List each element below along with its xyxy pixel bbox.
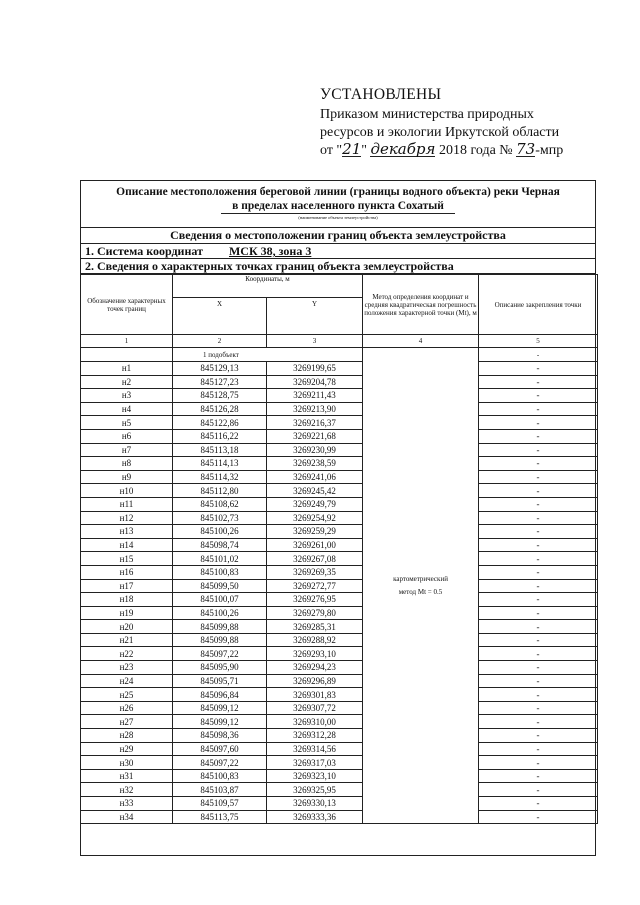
table-row	[81, 593, 598, 607]
x-coord-cell: 845100,26	[173, 525, 267, 539]
point-id-cell: н17	[81, 579, 173, 593]
col-number: 4	[363, 335, 479, 348]
y-coord-cell: 3269261,00	[267, 538, 363, 552]
x-coord-cell: 845100,26	[173, 606, 267, 620]
table-row	[81, 552, 598, 566]
col-method-header: Метод определения координат и средняя квадратическая погрешность положения характерной точки (Mt), м	[363, 275, 479, 335]
y-coord-cell: 3269245,42	[267, 484, 363, 498]
point-id-cell: н31	[81, 769, 173, 783]
approval-block	[320, 86, 620, 160]
date-prefix: от "	[320, 143, 343, 158]
x-coord-cell: 845098,36	[173, 729, 267, 743]
desc-cell: -	[479, 661, 598, 675]
point-id-cell: н32	[81, 783, 173, 797]
description-line-2: в пределах населенного пункта Сохатый	[232, 200, 444, 212]
desc-cell: -	[479, 688, 598, 702]
point-id-cell: н12	[81, 511, 173, 525]
table-row	[81, 661, 598, 675]
table-row	[81, 701, 598, 715]
table-row	[81, 525, 598, 539]
column-numbers-row	[81, 335, 598, 348]
y-coord-cell: 3269241,06	[267, 470, 363, 484]
point-id-cell: н26	[81, 701, 173, 715]
point-id-cell: н24	[81, 674, 173, 688]
point-id-cell: н7	[81, 443, 173, 457]
table-row	[81, 389, 598, 403]
table-row	[81, 375, 598, 389]
x-coord-cell: 845122,86	[173, 416, 267, 430]
table-row	[81, 647, 598, 661]
coord-system-value: МСК 38, зона 3	[228, 244, 312, 258]
y-coord-cell: 3269249,79	[267, 497, 363, 511]
x-coord-cell: 845114,13	[173, 457, 267, 471]
desc-cell: -	[479, 484, 598, 498]
table-row	[81, 797, 598, 811]
x-coord-cell: 845098,74	[173, 538, 267, 552]
x-coord-cell: 845109,57	[173, 797, 267, 811]
desc-cell: -	[479, 579, 598, 593]
handwritten-number: 73	[516, 140, 536, 158]
subobject-label: 1 подобъект	[173, 348, 363, 362]
point-id-cell: н9	[81, 470, 173, 484]
desc-cell: -	[479, 362, 598, 376]
handwritten-month: декабря	[370, 140, 436, 158]
header-row-1	[81, 275, 598, 298]
point-id-cell: н3	[81, 389, 173, 403]
table-row	[81, 443, 598, 457]
col-point-header: Обозначение характерных точек границ	[81, 275, 173, 335]
date-year: 2018 года №	[438, 143, 513, 158]
x-coord-cell: 845100,07	[173, 593, 267, 607]
method-line-1: картометрический	[393, 574, 448, 583]
y-coord-cell: 3269230,99	[267, 443, 363, 457]
desc-cell: -	[479, 810, 598, 824]
desc-cell: -	[479, 783, 598, 797]
desc-cell: -	[479, 375, 598, 389]
desc-cell: -	[479, 593, 598, 607]
desc-cell: -	[479, 729, 598, 743]
y-coord-cell: 3269204,78	[267, 375, 363, 389]
desc-cell: -	[479, 538, 598, 552]
table-row	[81, 715, 598, 729]
y-coord-cell: 3269221,68	[267, 429, 363, 443]
object-description	[81, 181, 595, 213]
desc-cell: -	[479, 565, 598, 579]
y-coord-cell: 3269267,08	[267, 552, 363, 566]
x-coord-cell: 845103,87	[173, 783, 267, 797]
table-row	[81, 633, 598, 647]
point-id-cell: н4	[81, 402, 173, 416]
point-id-cell: н8	[81, 457, 173, 471]
col-y-header: Y	[267, 298, 363, 335]
y-coord-cell: 3269296,89	[267, 674, 363, 688]
point-id-cell: н30	[81, 756, 173, 770]
y-coord-cell: 3269216,37	[267, 416, 363, 430]
handwritten-day: 21	[342, 140, 362, 158]
table-row	[81, 429, 598, 443]
y-coord-cell: 3269294,23	[267, 661, 363, 675]
y-coord-cell: 3269310,00	[267, 715, 363, 729]
x-coord-cell: 845102,73	[173, 511, 267, 525]
point-id-cell: н2	[81, 375, 173, 389]
table-row	[81, 688, 598, 702]
y-coord-cell: 3269323,10	[267, 769, 363, 783]
point-id-cell: н22	[81, 647, 173, 661]
table-row	[81, 402, 598, 416]
point-id-cell: н11	[81, 497, 173, 511]
x-coord-cell: 845096,84	[173, 688, 267, 702]
approval-title: УСТАНОВЛЕНЫ	[320, 86, 442, 103]
desc-cell: -	[479, 715, 598, 729]
y-coord-cell: 3269276,95	[267, 593, 363, 607]
date-quote: "	[361, 143, 367, 158]
desc-cell: -	[479, 797, 598, 811]
y-coord-cell: 3269199,65	[267, 362, 363, 376]
table-row	[81, 606, 598, 620]
y-coord-cell: 3269269,35	[267, 565, 363, 579]
points-table	[80, 274, 598, 824]
desc-cell: -	[479, 647, 598, 661]
table-row	[81, 769, 598, 783]
section-title: Сведения о местоположении границ объекта землеустройства	[81, 227, 595, 244]
y-coord-cell: 3269254,92	[267, 511, 363, 525]
y-coord-cell: 3269211,43	[267, 389, 363, 403]
desc-cell: -	[479, 402, 598, 416]
subobject-row	[81, 348, 598, 362]
point-id-cell: н18	[81, 593, 173, 607]
table-row	[81, 756, 598, 770]
table-row	[81, 565, 598, 579]
y-coord-cell: 3269312,28	[267, 729, 363, 743]
table-row	[81, 362, 598, 376]
table-row	[81, 470, 598, 484]
col-coords-header: Координаты, м	[173, 275, 363, 298]
y-coord-cell: 3269307,72	[267, 701, 363, 715]
point-id-cell: н15	[81, 552, 173, 566]
document-frame	[80, 180, 596, 856]
x-coord-cell: 845097,22	[173, 756, 267, 770]
x-coord-cell: 845113,75	[173, 810, 267, 824]
table-row	[81, 810, 598, 824]
col-number: 1	[81, 335, 173, 348]
approval-line-1: Приказом министерства природных	[320, 107, 534, 122]
desc-cell: -	[479, 606, 598, 620]
y-coord-cell: 3269333,36	[267, 810, 363, 824]
point-id-cell: н21	[81, 633, 173, 647]
point-id-cell: н33	[81, 797, 173, 811]
x-coord-cell: 845100,83	[173, 565, 267, 579]
subobject-empty-cell	[81, 348, 173, 362]
desc-cell: -	[479, 620, 598, 634]
x-coord-cell: 845129,13	[173, 362, 267, 376]
point-id-cell: н1	[81, 362, 173, 376]
col-number: 2	[173, 335, 267, 348]
point-id-cell: н20	[81, 620, 173, 634]
desc-cell: -	[479, 756, 598, 770]
x-coord-cell: 845099,88	[173, 620, 267, 634]
y-coord-cell: 3269314,56	[267, 742, 363, 756]
y-coord-cell: 3269330,13	[267, 797, 363, 811]
y-coord-cell: 3269238,59	[267, 457, 363, 471]
x-coord-cell: 845127,23	[173, 375, 267, 389]
point-id-cell: н27	[81, 715, 173, 729]
desc-cell: -	[479, 525, 598, 539]
point-id-cell: н16	[81, 565, 173, 579]
y-coord-cell: 3269272,77	[267, 579, 363, 593]
point-id-cell: н6	[81, 429, 173, 443]
y-coord-cell: 3269301,83	[267, 688, 363, 702]
table-row	[81, 783, 598, 797]
points-title: 2. Сведения о характерных точках границ объекта землеустройства	[81, 259, 595, 274]
x-coord-cell: 845099,88	[173, 633, 267, 647]
point-id-cell: н14	[81, 538, 173, 552]
desc-cell: -	[479, 416, 598, 430]
x-coord-cell: 845108,62	[173, 497, 267, 511]
x-coord-cell: 845100,83	[173, 769, 267, 783]
x-coord-cell: 845113,18	[173, 443, 267, 457]
table-row	[81, 674, 598, 688]
table-row	[81, 742, 598, 756]
x-coord-cell: 845126,28	[173, 402, 267, 416]
point-id-cell: н25	[81, 688, 173, 702]
x-coord-cell: 845114,32	[173, 470, 267, 484]
point-id-cell: н10	[81, 484, 173, 498]
point-id-cell: н34	[81, 810, 173, 824]
desc-cell: -	[479, 470, 598, 484]
desc-cell: -	[479, 552, 598, 566]
x-coord-cell: 845097,60	[173, 742, 267, 756]
point-id-cell: н23	[81, 661, 173, 675]
table-row	[81, 497, 598, 511]
point-id-cell: н13	[81, 525, 173, 539]
desc-cell: -	[479, 674, 598, 688]
y-coord-cell: 3269293,10	[267, 647, 363, 661]
col-number: 5	[479, 335, 598, 348]
x-coord-cell: 845099,50	[173, 579, 267, 593]
approval-line-2: ресурсов и экологии Иркутской области	[320, 125, 560, 140]
x-coord-cell: 845116,22	[173, 429, 267, 443]
point-id-cell: н19	[81, 606, 173, 620]
y-coord-cell: 3269317,03	[267, 756, 363, 770]
y-coord-cell: 3269285,31	[267, 620, 363, 634]
col-x-header: X	[173, 298, 267, 335]
y-coord-cell: 3269259,29	[267, 525, 363, 539]
table-row	[81, 729, 598, 743]
object-caption: (наименование объекта землеустройства)	[221, 213, 455, 221]
method-line-2: метод Mt = 0.5	[398, 587, 443, 596]
desc-cell: -	[479, 443, 598, 457]
y-coord-cell: 3269279,80	[267, 606, 363, 620]
y-coord-cell: 3269288,92	[267, 633, 363, 647]
x-coord-cell: 845095,90	[173, 661, 267, 675]
x-coord-cell: 845101,02	[173, 552, 267, 566]
x-coord-cell: 845095,71	[173, 674, 267, 688]
coord-system-label: 1. Система координат	[85, 244, 203, 258]
desc-cell: -	[479, 348, 598, 362]
y-coord-cell: 3269325,95	[267, 783, 363, 797]
table-row	[81, 538, 598, 552]
description-line-1: Описание местоположения береговой линии (границы водного объекта) реки Черная	[116, 186, 560, 198]
table-row	[81, 579, 598, 593]
order-suffix: -мпр	[535, 143, 564, 158]
x-coord-cell: 845112,80	[173, 484, 267, 498]
table-row	[81, 484, 598, 498]
desc-cell: -	[479, 497, 598, 511]
x-coord-cell: 845128,75	[173, 389, 267, 403]
point-id-cell: н29	[81, 742, 173, 756]
approval-date-line	[320, 142, 620, 160]
x-coord-cell: 845097,22	[173, 647, 267, 661]
table-row	[81, 416, 598, 430]
desc-cell: -	[479, 511, 598, 525]
desc-cell: -	[479, 429, 598, 443]
desc-cell: -	[479, 769, 598, 783]
table-row	[81, 511, 598, 525]
y-coord-cell: 3269213,90	[267, 402, 363, 416]
col-number: 3	[267, 335, 363, 348]
point-id-cell: н5	[81, 416, 173, 430]
desc-cell: -	[479, 742, 598, 756]
table-row	[81, 620, 598, 634]
desc-cell: -	[479, 389, 598, 403]
x-coord-cell: 845099,12	[173, 701, 267, 715]
desc-cell: -	[479, 701, 598, 715]
table-row	[81, 457, 598, 471]
coord-system-row	[81, 244, 595, 259]
method-cell	[363, 348, 479, 824]
desc-cell: -	[479, 457, 598, 471]
point-id-cell: н28	[81, 729, 173, 743]
desc-cell: -	[479, 633, 598, 647]
x-coord-cell: 845099,12	[173, 715, 267, 729]
col-desc-header: Описание закрепления точки	[479, 275, 598, 335]
